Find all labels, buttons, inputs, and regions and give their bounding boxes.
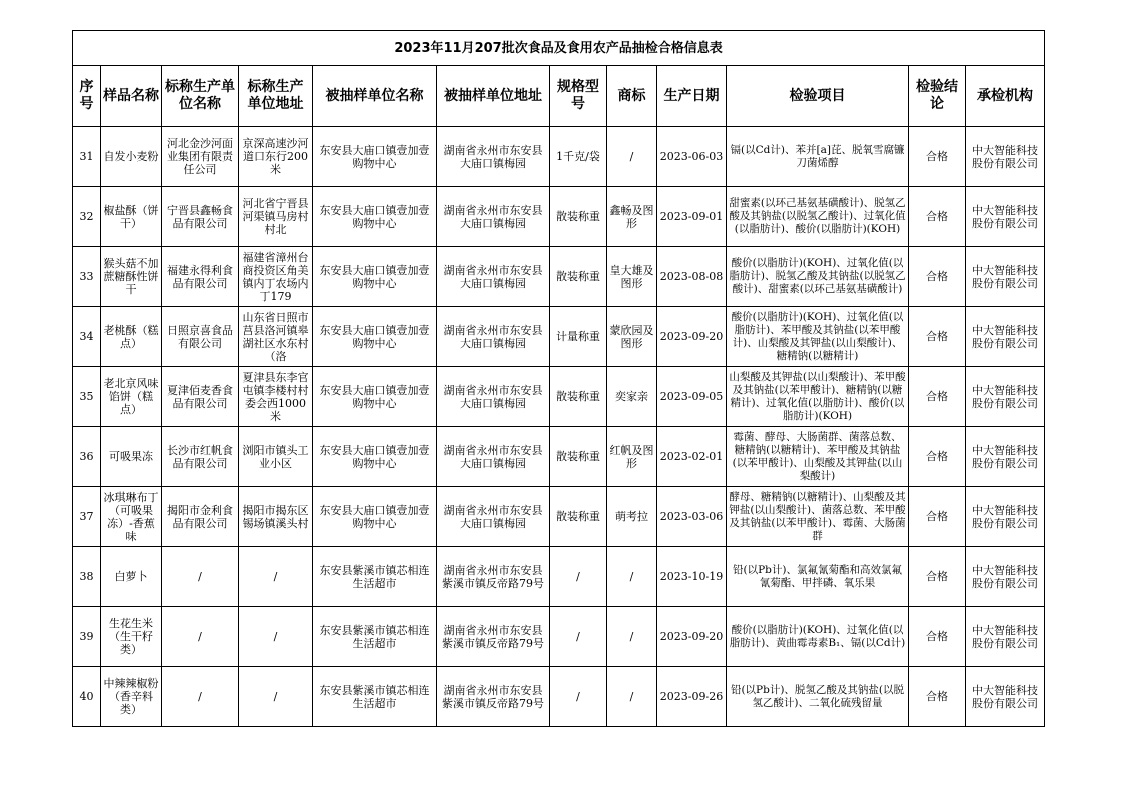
cell-conclusion — [909, 127, 966, 187]
cell-sample-name-text: 猴头菇不加蔗糖酥性饼干 — [103, 257, 159, 296]
cell-sampled-unit-name-text: 东安县大庙口镇壹加壹购物中心 — [319, 143, 430, 170]
cell-index — [73, 367, 101, 427]
cell-producer-address-text: 山东省日照市莒县洛河镇皋湖社区水东村（洛 — [242, 310, 309, 363]
cell-production-date-text: 2023-06-03 — [659, 150, 724, 163]
cell-sampled-unit-address-text: 湖南省永州市东安县大庙口镇梅园 — [443, 203, 543, 230]
cell-production-date — [657, 187, 727, 247]
cell-spec-text: 1千克/袋 — [556, 150, 600, 163]
cell-sampled-unit-address — [437, 607, 550, 667]
cell-sample-name-text: 可吸果冻 — [109, 450, 153, 463]
cell-trademark — [607, 607, 657, 667]
cell-conclusion — [909, 307, 966, 367]
cell-production-date — [657, 667, 727, 727]
cell-trademark-text: 鑫畅及图形 — [609, 203, 654, 230]
cell-spec — [550, 667, 607, 727]
cell-trademark — [607, 367, 657, 427]
cell-conclusion — [909, 607, 966, 667]
cell-sample-name — [101, 127, 162, 187]
cell-producer-name — [162, 607, 239, 667]
header-producer-name: 标称生产单位名称 — [162, 66, 239, 127]
cell-inspection-agency — [966, 547, 1045, 607]
table-row — [73, 667, 1045, 727]
cell-spec — [550, 307, 607, 367]
cell-trademark — [607, 247, 657, 307]
cell-test-items — [727, 547, 909, 607]
cell-sampled-unit-name — [313, 247, 437, 307]
table-row — [73, 187, 1045, 247]
cell-conclusion — [909, 187, 966, 247]
cell-sampled-unit-name-text: 东安县紫溪市镇芯相连生活超市 — [319, 683, 430, 710]
cell-sampled-unit-name-text: 东安县大庙口镇壹加壹购物中心 — [319, 323, 430, 350]
cell-test-items-text: 酸价(以脂肪计)(KOH)、过氧化值(以脂肪计)、黄曲霉毒素B₁、镉(以Cd计) — [729, 623, 906, 649]
cell-conclusion-text: 合格 — [926, 570, 948, 583]
cell-sample-name — [101, 667, 162, 727]
cell-test-items-text: 酵母、糖精钠(以糖精计)、山梨酸及其钾盐(以山梨酸计)、菌落总数、苯甲酸及其钠盐(以苯甲酸计)、霉菌、大肠菌群 — [729, 490, 906, 542]
cell-producer-address-text: / — [273, 690, 278, 703]
cell-sampled-unit-address — [437, 127, 550, 187]
cell-sample-name-text: 中辣辣椒粉（香辛料类） — [103, 677, 159, 716]
cell-producer-address-text: 夏津县东李官屯镇李楼村村委会西1000米 — [242, 370, 309, 423]
header-sampled-unit-name: 被抽样单位名称 — [313, 66, 437, 127]
cell-conclusion-text: 合格 — [926, 270, 948, 283]
cell-spec-text: 散装称重 — [556, 450, 600, 463]
cell-producer-name-text: / — [198, 690, 202, 703]
cell-index-text: 38 — [79, 570, 94, 583]
inspection-table — [72, 30, 1045, 727]
table-row — [73, 247, 1045, 307]
cell-trademark-text: 红帆及图形 — [609, 443, 654, 470]
cell-test-items — [727, 187, 909, 247]
cell-production-date-text: 2023-09-01 — [659, 210, 724, 223]
cell-test-items — [727, 247, 909, 307]
cell-production-date — [657, 367, 727, 427]
cell-trademark — [607, 487, 657, 547]
cell-production-date-text: 2023-08-08 — [659, 270, 724, 283]
header-test-items: 检验项目 — [727, 66, 909, 127]
cell-trademark-text: 皇大雄及图形 — [609, 263, 654, 290]
cell-producer-name-text: 河北金沙河面业集团有限责任公司 — [167, 137, 233, 176]
cell-sample-name — [101, 247, 162, 307]
cell-sample-name-text: 老北京风味馅饼（糕点） — [103, 377, 159, 416]
cell-production-date — [657, 607, 727, 667]
cell-index — [73, 547, 101, 607]
cell-sampled-unit-address-text: 湖南省永州市东安县大庙口镇梅园 — [443, 443, 543, 470]
cell-trademark — [607, 547, 657, 607]
cell-sample-name — [101, 367, 162, 427]
cell-producer-name — [162, 367, 239, 427]
cell-test-items-text: 酸价(以脂肪计)(KOH)、过氧化值(以脂肪计)、脱氢乙酸及其钠盐(以脱氢乙酸计)、甜蜜素(以环己基氨基磺酸计) — [729, 257, 906, 295]
cell-index-text: 40 — [79, 690, 94, 703]
cell-trademark — [607, 667, 657, 727]
cell-sample-name-text: 自发小麦粉 — [103, 150, 159, 163]
cell-production-date-text: 2023-09-26 — [659, 690, 724, 703]
cell-producer-address-text: 揭阳市揭东区锡场镇溪头村 — [242, 503, 309, 530]
cell-index-text: 33 — [79, 270, 94, 283]
cell-conclusion-text: 合格 — [926, 630, 948, 643]
cell-index — [73, 187, 101, 247]
cell-inspection-agency — [966, 187, 1045, 247]
cell-trademark-text: 奕家亲 — [615, 390, 648, 403]
cell-sample-name — [101, 427, 162, 487]
cell-production-date-text: 2023-02-01 — [659, 450, 724, 463]
cell-inspection-agency-text: 中大智能科技股份有限公司 — [972, 203, 1039, 230]
cell-sampled-unit-name — [313, 547, 437, 607]
cell-spec-text: / — [576, 690, 580, 703]
cell-test-items — [727, 607, 909, 667]
header-index: 序号 — [73, 66, 101, 127]
cell-conclusion-text: 合格 — [926, 450, 948, 463]
cell-inspection-agency — [966, 427, 1045, 487]
cell-producer-name-text: 福建永得利食品有限公司 — [167, 263, 233, 290]
cell-producer-address — [239, 427, 313, 487]
cell-sampled-unit-address — [437, 667, 550, 727]
cell-spec-text: / — [576, 630, 580, 643]
cell-conclusion-text: 合格 — [926, 510, 948, 523]
header-conclusion: 检验结论 — [909, 66, 966, 127]
header-producer-address: 标称生产单位地址 — [239, 66, 313, 127]
cell-sampled-unit-name-text: 东安县大庙口镇壹加壹购物中心 — [319, 203, 430, 230]
cell-trademark-text: / — [629, 570, 634, 583]
table-row — [73, 547, 1045, 607]
cell-spec-text: 散装称重 — [556, 270, 600, 283]
cell-index — [73, 247, 101, 307]
cell-inspection-agency-text: 中大智能科技股份有限公司 — [972, 143, 1039, 170]
cell-producer-name — [162, 427, 239, 487]
cell-sampled-unit-name — [313, 187, 437, 247]
cell-conclusion-text: 合格 — [926, 210, 948, 223]
header-trademark: 商标 — [607, 66, 657, 127]
cell-production-date — [657, 247, 727, 307]
cell-producer-name-text: / — [198, 570, 202, 583]
table-row — [73, 607, 1045, 667]
cell-conclusion — [909, 427, 966, 487]
cell-sampled-unit-address-text: 湖南省永州市东安县大庙口镇梅园 — [443, 263, 543, 290]
cell-sample-name — [101, 487, 162, 547]
cell-sampled-unit-name-text: 东安县大庙口镇壹加壹购物中心 — [319, 503, 430, 530]
table-body — [73, 127, 1045, 727]
cell-index-text: 36 — [79, 450, 94, 463]
cell-spec-text: / — [576, 570, 580, 583]
cell-conclusion-text: 合格 — [926, 330, 948, 343]
cell-sampled-unit-address-text: 湖南省永州市东安县大庙口镇梅园 — [443, 383, 543, 410]
table-row — [73, 487, 1045, 547]
cell-trademark — [607, 307, 657, 367]
cell-sampled-unit-address — [437, 247, 550, 307]
cell-production-date — [657, 427, 727, 487]
cell-trademark — [607, 127, 657, 187]
cell-sampled-unit-address-text: 湖南省永州市东安县紫溪市镇反帝路79号 — [442, 563, 544, 590]
cell-producer-name-text: 日照京喜食品有限公司 — [167, 323, 233, 350]
cell-sampled-unit-address — [437, 487, 550, 547]
cell-index-text: 34 — [79, 330, 94, 343]
cell-production-date-text: 2023-10-19 — [659, 570, 724, 583]
cell-sample-name — [101, 607, 162, 667]
cell-index — [73, 487, 101, 547]
cell-conclusion-text: 合格 — [926, 690, 948, 703]
cell-trademark-text: 蒙欣园及图形 — [609, 323, 654, 350]
cell-producer-name-text: 夏津佰麦香食品有限公司 — [167, 383, 233, 410]
cell-sampled-unit-address-text: 湖南省永州市东安县大庙口镇梅园 — [443, 143, 543, 170]
cell-conclusion-text: 合格 — [926, 150, 948, 163]
cell-sampled-unit-address-text: 湖南省永州市东安县紫溪市镇反帝路79号 — [442, 623, 544, 650]
cell-spec — [550, 187, 607, 247]
cell-sampled-unit-name — [313, 367, 437, 427]
cell-producer-address — [239, 547, 313, 607]
table-row — [73, 127, 1045, 187]
cell-index-text: 31 — [79, 150, 94, 163]
cell-index — [73, 127, 101, 187]
cell-test-items-text: 霉菌、酵母、大肠菌群、菌落总数、糖精钠(以糖精计)、苯甲酸及其钠盐(以苯甲酸计)、山梨酸及其钾盐(以山梨酸计) — [732, 430, 903, 482]
cell-spec-text: 计量称重 — [556, 330, 600, 343]
cell-conclusion — [909, 247, 966, 307]
cell-production-date-text: 2023-09-20 — [659, 630, 724, 643]
cell-producer-address-text: 福建省漳州台商投资区角美镇内丁农场内丁179 — [242, 250, 309, 303]
cell-sampled-unit-address — [437, 427, 550, 487]
cell-spec — [550, 247, 607, 307]
cell-sampled-unit-address — [437, 547, 550, 607]
cell-producer-address — [239, 307, 313, 367]
cell-spec — [550, 367, 607, 427]
cell-sample-name — [101, 307, 162, 367]
cell-trademark — [607, 187, 657, 247]
header-production-date: 生产日期 — [657, 66, 727, 127]
table-title: 2023年11月207批次食品及食用农产品抽检合格信息表 — [73, 31, 1045, 66]
cell-producer-name — [162, 667, 239, 727]
table-row — [73, 367, 1045, 427]
cell-conclusion — [909, 547, 966, 607]
cell-test-items-text: 铅(以Pb计)、氯氟氰菊酯和高效氯氟氰菊酯、甲拌磷、氧乐果 — [733, 563, 902, 589]
cell-inspection-agency — [966, 607, 1045, 667]
cell-sampled-unit-name — [313, 127, 437, 187]
cell-sampled-unit-address — [437, 307, 550, 367]
cell-inspection-agency-text: 中大智能科技股份有限公司 — [972, 323, 1039, 350]
cell-producer-name-text: 揭阳市金利食品有限公司 — [167, 503, 233, 530]
cell-producer-name — [162, 127, 239, 187]
cell-production-date-text: 2023-09-05 — [659, 390, 724, 403]
cell-index — [73, 607, 101, 667]
cell-index — [73, 307, 101, 367]
cell-spec — [550, 127, 607, 187]
cell-inspection-agency — [966, 127, 1045, 187]
cell-sampled-unit-address — [437, 187, 550, 247]
cell-sample-name-text: 椒盐酥（饼干） — [103, 203, 159, 230]
cell-trademark — [607, 427, 657, 487]
cell-producer-name — [162, 307, 239, 367]
cell-production-date-text: 2023-03-06 — [659, 510, 724, 523]
cell-test-items-text: 镉(以Cd计)、苯并[a]芘、脱氧雪腐镰刀菌烯醇 — [730, 143, 905, 169]
cell-conclusion — [909, 667, 966, 727]
cell-test-items-text: 山梨酸及其钾盐(以山梨酸计)、苯甲酸及其钠盐(以苯甲酸计)、糖精钠(以糖精计)、过氧化值(以脂肪计)、酸价(以脂肪计)(KOH) — [729, 370, 906, 422]
cell-test-items-text: 甜蜜素(以环己基氨基磺酸计)、脱氢乙酸及其钠盐(以脱氢乙酸计)、过氧化值(以脂肪计)、酸价(以脂肪计)(KOH) — [729, 197, 906, 235]
cell-index-text: 32 — [79, 210, 94, 223]
cell-spec-text: 散装称重 — [556, 210, 600, 223]
cell-trademark-text: / — [629, 150, 634, 163]
cell-producer-name — [162, 247, 239, 307]
cell-conclusion-text: 合格 — [926, 390, 948, 403]
cell-inspection-agency-text: 中大智能科技股份有限公司 — [972, 683, 1039, 710]
cell-production-date — [657, 487, 727, 547]
cell-sampled-unit-name-text: 东安县大庙口镇壹加壹购物中心 — [319, 263, 430, 290]
cell-spec — [550, 607, 607, 667]
cell-spec-text: 散装称重 — [556, 390, 600, 403]
cell-test-items — [727, 667, 909, 727]
cell-inspection-agency-text: 中大智能科技股份有限公司 — [972, 623, 1039, 650]
cell-sampled-unit-address-text: 湖南省永州市东安县紫溪市镇反帝路79号 — [442, 683, 544, 710]
cell-producer-address — [239, 487, 313, 547]
cell-producer-address — [239, 607, 313, 667]
cell-producer-address — [239, 127, 313, 187]
cell-sampled-unit-name — [313, 487, 437, 547]
cell-sample-name-text: 生花生米（生干籽类） — [109, 617, 153, 656]
cell-production-date-text: 2023-09-20 — [659, 330, 724, 343]
cell-sampled-unit-name — [313, 667, 437, 727]
cell-inspection-agency-text: 中大智能科技股份有限公司 — [972, 503, 1039, 530]
cell-test-items-text: 酸价(以脂肪计)(KOH)、过氧化值(以脂肪计)、苯甲酸及其钠盐(以苯甲酸计)、山梨酸及其钾盐(以山梨酸计)、糖精钠(以糖精计) — [731, 310, 904, 362]
cell-sampled-unit-name-text: 东安县紫溪市镇芯相连生活超市 — [319, 623, 430, 650]
cell-producer-address-text: 浏阳市镇头工业小区 — [242, 443, 309, 470]
cell-test-items — [727, 127, 909, 187]
header-sample-name: 样品名称 — [101, 66, 162, 127]
cell-test-items — [727, 367, 909, 427]
cell-sampled-unit-address — [437, 367, 550, 427]
cell-production-date — [657, 547, 727, 607]
cell-inspection-agency — [966, 487, 1045, 547]
cell-producer-address-text: 河北省宁晋县河渠镇马房村村北 — [242, 197, 309, 236]
cell-spec — [550, 427, 607, 487]
cell-index — [73, 667, 101, 727]
cell-test-items — [727, 427, 909, 487]
cell-producer-address — [239, 187, 313, 247]
cell-producer-address-text: / — [273, 570, 278, 583]
cell-conclusion — [909, 367, 966, 427]
cell-trademark-text: / — [629, 630, 634, 643]
cell-producer-address — [239, 247, 313, 307]
cell-trademark-text: / — [629, 690, 634, 703]
cell-sample-name — [101, 547, 162, 607]
cell-index-text: 39 — [79, 630, 94, 643]
cell-sample-name — [101, 187, 162, 247]
cell-sampled-unit-name — [313, 307, 437, 367]
cell-producer-name — [162, 187, 239, 247]
cell-inspection-agency-text: 中大智能科技股份有限公司 — [972, 443, 1039, 470]
cell-production-date — [657, 307, 727, 367]
cell-index — [73, 427, 101, 487]
table-row — [73, 307, 1045, 367]
cell-sampled-unit-name-text: 东安县紫溪市镇芯相连生活超市 — [319, 563, 430, 590]
cell-inspection-agency-text: 中大智能科技股份有限公司 — [972, 563, 1039, 590]
cell-sampled-unit-name — [313, 427, 437, 487]
cell-inspection-agency — [966, 367, 1045, 427]
cell-sampled-unit-name-text: 东安县大庙口镇壹加壹购物中心 — [319, 383, 430, 410]
table-row — [73, 427, 1045, 487]
cell-spec — [550, 487, 607, 547]
cell-sampled-unit-address-text: 湖南省永州市东安县大庙口镇梅园 — [443, 323, 543, 350]
cell-test-items-text: 铅(以Pb计)、脱氢乙酸及其钠盐(以脱氢乙酸计)、二氧化硫残留量 — [730, 683, 905, 709]
cell-producer-name-text: 宁晋县鑫畅食品有限公司 — [167, 203, 233, 230]
cell-producer-address — [239, 367, 313, 427]
cell-index-text: 37 — [79, 510, 94, 523]
header-row — [73, 66, 1045, 127]
cell-producer-name-text: 长沙市红帆食品有限公司 — [167, 443, 233, 470]
cell-inspection-agency — [966, 247, 1045, 307]
cell-sampled-unit-name — [313, 607, 437, 667]
cell-sample-name-text: 冰琪琳布丁（可吸果冻）-香蕉味 — [103, 490, 159, 543]
cell-inspection-agency — [966, 307, 1045, 367]
cell-production-date — [657, 127, 727, 187]
cell-sampled-unit-name-text: 东安县大庙口镇壹加壹购物中心 — [319, 443, 430, 470]
cell-producer-address-text: / — [273, 630, 278, 643]
cell-inspection-agency-text: 中大智能科技股份有限公司 — [972, 263, 1039, 290]
header-sampled-unit-address: 被抽样单位地址 — [437, 66, 550, 127]
header-inspection-agency: 承检机构 — [966, 66, 1045, 127]
cell-sample-name-text: 老桃酥（糕点） — [103, 323, 159, 350]
cell-producer-address-text: 京深高速沙河道口东行200米 — [242, 137, 309, 176]
cell-sampled-unit-address-text: 湖南省永州市东安县大庙口镇梅园 — [443, 503, 543, 530]
cell-test-items — [727, 487, 909, 547]
cell-spec-text: 散装称重 — [556, 510, 600, 523]
cell-trademark-text: 萌考拉 — [615, 510, 648, 523]
cell-inspection-agency-text: 中大智能科技股份有限公司 — [972, 383, 1039, 410]
cell-spec — [550, 547, 607, 607]
cell-producer-name-text: / — [198, 630, 202, 643]
cell-producer-address — [239, 667, 313, 727]
cell-index-text: 35 — [79, 390, 94, 403]
cell-conclusion — [909, 487, 966, 547]
header-spec: 规格型号 — [550, 66, 607, 127]
cell-inspection-agency — [966, 667, 1045, 727]
cell-sample-name-text: 白萝卜 — [114, 570, 148, 583]
cell-test-items — [727, 307, 909, 367]
cell-producer-name — [162, 547, 239, 607]
cell-producer-name — [162, 487, 239, 547]
